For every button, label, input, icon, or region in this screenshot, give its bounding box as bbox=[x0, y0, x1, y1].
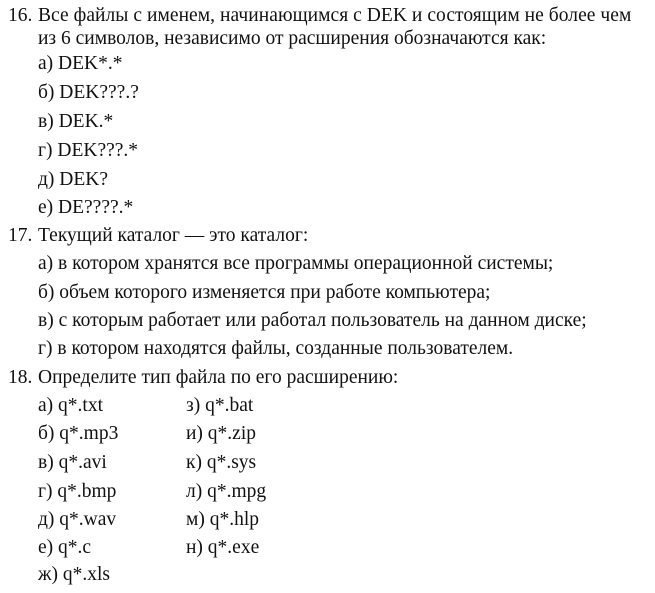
answer-option: в) DEK.* bbox=[38, 111, 114, 132]
answer-option-left: а) q*.txt bbox=[38, 395, 103, 416]
answer-option: г) в котором находятся файлы, созданные пользователем. bbox=[38, 338, 514, 359]
answer-option-left: д) q*.wav bbox=[38, 509, 117, 530]
answer-option: е) DE????.* bbox=[38, 197, 134, 218]
answer-option: г) DEK???.* bbox=[38, 140, 139, 161]
answer-option-right: л) q*.mpg bbox=[186, 481, 267, 502]
answer-option: в) с которым работает или работал пользователь на данном диске; bbox=[38, 310, 587, 331]
answer-option: б) DEK???.? bbox=[38, 82, 139, 103]
answer-option-left: г) q*.bmp bbox=[38, 481, 117, 502]
answer-option-left: в) q*.avi bbox=[38, 452, 107, 473]
question-number: 18. bbox=[8, 367, 33, 388]
answer-option-right: к) q*.sys bbox=[186, 452, 257, 473]
question-text-line-1: Текущий каталог — это каталог: bbox=[38, 225, 309, 246]
question-number: 16. bbox=[8, 5, 33, 26]
answer-option: а) в котором хранятся все программы операционной системы; bbox=[38, 253, 554, 274]
question-text-line-1: Все файлы с именем, начинающимся с DEK и состоящим не более чем bbox=[38, 5, 632, 26]
answer-option-left: е) q*.c bbox=[38, 537, 92, 558]
answer-option-left: ж) q*.xls bbox=[38, 564, 110, 585]
answer-option-right: и) q*.zip bbox=[186, 423, 257, 444]
answer-option: а) DEK*.* bbox=[38, 53, 123, 74]
answer-option-right: м) q*.hlp bbox=[186, 509, 260, 530]
question-text-line-1: Определите тип файла по его расширению: bbox=[38, 367, 399, 388]
answer-option-right: н) q*.exe bbox=[186, 537, 260, 558]
answer-option-left: б) q*.mp3 bbox=[38, 423, 119, 444]
answer-option: б) объем которого изменяется при работе компьютера; bbox=[38, 282, 491, 303]
answer-option: д) DEK? bbox=[38, 169, 109, 190]
question-text-line-2: из 6 символов, независимо от расширения обозначаются как: bbox=[38, 28, 547, 49]
question-number: 17. bbox=[8, 225, 33, 246]
answer-option-right: з) q*.bat bbox=[186, 395, 254, 416]
